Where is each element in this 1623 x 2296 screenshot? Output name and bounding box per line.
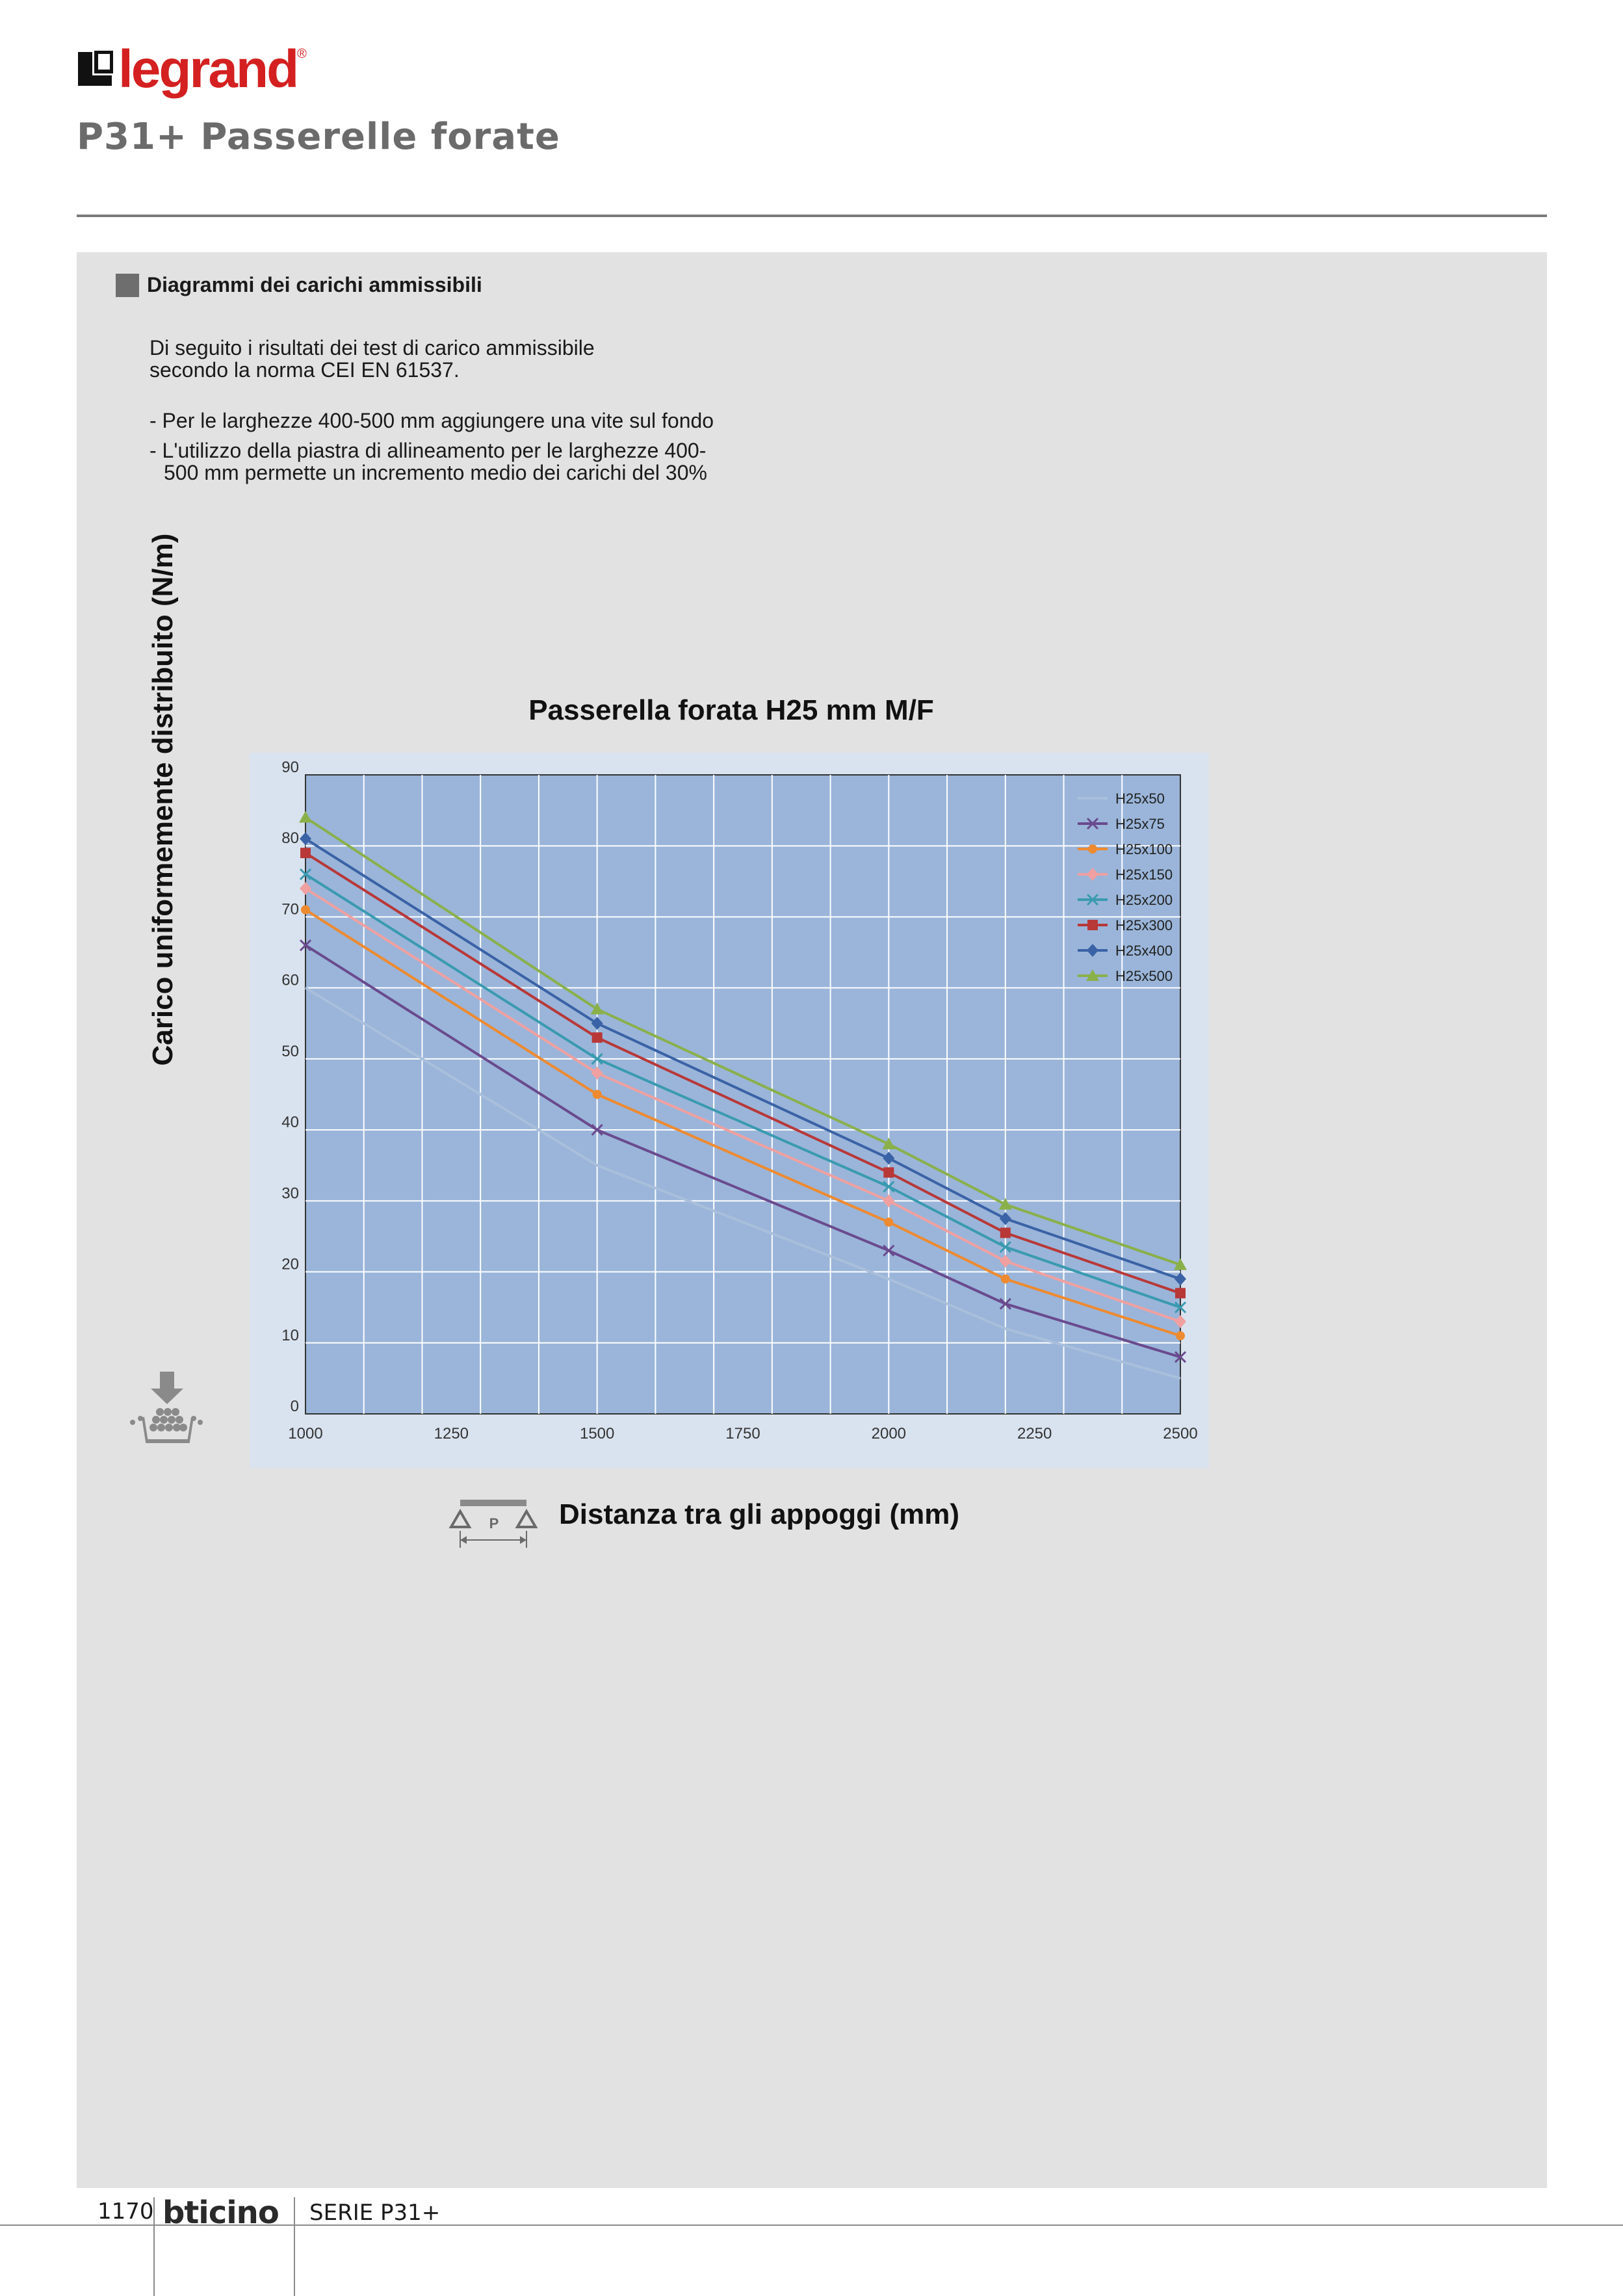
y-tick-label: 40 bbox=[281, 1114, 299, 1132]
distributed-load-icon bbox=[127, 1372, 208, 1452]
y-tick-label: 20 bbox=[281, 1255, 299, 1273]
intro-line: secondo la norma CEI EN 61537. bbox=[149, 358, 460, 382]
y-tick-label: 10 bbox=[281, 1326, 299, 1344]
y-tick-label: 60 bbox=[281, 971, 299, 989]
legrand-wordmark: legrand bbox=[118, 40, 298, 99]
registered-mark: ® bbox=[297, 47, 307, 61]
chart-title: Passerella forata H25 mm M/F bbox=[528, 694, 934, 726]
page-title: P31+ Passerelle forate bbox=[77, 116, 560, 158]
x-tick-label: 2000 bbox=[871, 1425, 907, 1442]
x-tick-label: 2250 bbox=[1017, 1425, 1052, 1442]
data-point bbox=[1001, 1274, 1010, 1283]
legend-label: H25x300 bbox=[1115, 917, 1173, 933]
data-point bbox=[1176, 1331, 1185, 1340]
data-point bbox=[883, 1168, 894, 1178]
x-tick-label: 1750 bbox=[725, 1425, 760, 1442]
legend-label: H25x100 bbox=[1115, 841, 1173, 857]
series-name: SERIE P31+ bbox=[309, 2200, 441, 2226]
y-tick-label: 70 bbox=[281, 900, 299, 919]
note-2-line: - L'utilizzo della piastra di allineamento per le larghezze 400- bbox=[149, 439, 707, 462]
legend-label: H25x150 bbox=[1115, 867, 1173, 883]
legend-label: H25x200 bbox=[1115, 892, 1173, 908]
y-axis-label: Carico uniformemente distribuito (N/m) bbox=[147, 533, 179, 1066]
footer-separator bbox=[294, 2197, 295, 2296]
legend-label: H25x500 bbox=[1115, 968, 1173, 984]
x-tick-label: 2500 bbox=[1163, 1425, 1198, 1442]
note-1: - Per le larghezze 400-500 mm aggiungere una vite sul fondo bbox=[149, 409, 714, 432]
data-point bbox=[1000, 1227, 1011, 1238]
span-symbol: P bbox=[489, 1515, 499, 1532]
legend-label: H25x50 bbox=[1115, 790, 1165, 807]
legend-label: H25x400 bbox=[1115, 943, 1173, 959]
data-point bbox=[1175, 1288, 1186, 1298]
note-2-line: 500 mm permette un incremento medio dei carichi del 30% bbox=[164, 461, 707, 484]
support-span-icon bbox=[448, 1498, 539, 1550]
y-tick-label: 0 bbox=[290, 1398, 299, 1415]
bticino-logo: bticino bbox=[162, 2195, 279, 2231]
y-tick-label: 80 bbox=[281, 829, 299, 848]
y-tick-label: 30 bbox=[281, 1184, 299, 1203]
data-point bbox=[300, 848, 311, 858]
x-tick-label: 1000 bbox=[288, 1425, 323, 1442]
data-point bbox=[884, 1218, 893, 1227]
y-tick-label: 90 bbox=[281, 759, 299, 776]
data-point bbox=[301, 906, 310, 915]
y-tick-label: 50 bbox=[281, 1042, 299, 1060]
x-axis-label: Distanza tra gli appoggi (mm) bbox=[559, 1498, 960, 1530]
x-tick-label: 1250 bbox=[434, 1425, 469, 1442]
data-point bbox=[592, 1032, 603, 1043]
data-point bbox=[593, 1090, 602, 1099]
x-tick-label: 1500 bbox=[579, 1425, 615, 1442]
intro-line: Di seguito i risultati dei test di carico ammissibile bbox=[149, 336, 595, 359]
page-number: 1170 bbox=[97, 2198, 154, 2224]
legend-marker bbox=[1087, 920, 1098, 930]
legend-marker bbox=[1088, 844, 1097, 854]
section-title: Diagrammi dei carichi ammissibili bbox=[147, 273, 482, 296]
legend-label: H25x75 bbox=[1115, 816, 1165, 832]
